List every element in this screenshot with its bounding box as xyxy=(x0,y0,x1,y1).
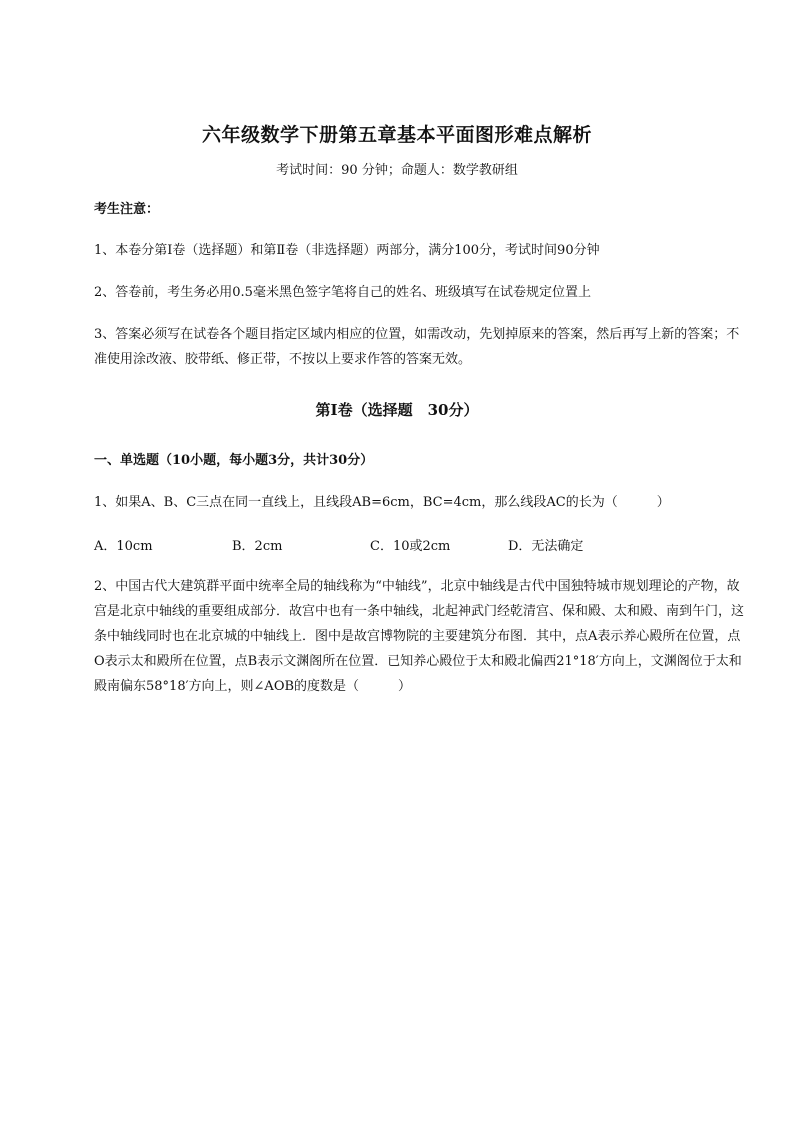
part-heading: 一、单选题（10小题，每小题3分，共计30分） xyxy=(94,453,374,468)
exam-subtitle: 考试时间：90 分钟；命题人：数学教研组 xyxy=(276,163,518,178)
question-2-stem: 2、中国古代大建筑群平面中统率全局的轴线称为“中轴线”，北京中轴线是古代中国独特城市规划理论的产物，故宫是北京中轴线的重要组成部分．故宫中也有一条中轴线，北起神武门经乾清宫、保和殿、太和殿、南到午门，这条中轴线同时也在北京城的中轴线上．图中是故宫博物院的主要建筑分布图．其中，点A表示养心殿所在位置，点O表示太和殿所在位置，点B表示文渊阁所在位置．已知养心殿位于太和殿北偏西21°18′方向上，文渊阁位于太和殿南偏东58°18′方向上，则∠AOB的度数是（ ） xyxy=(94,579,745,694)
notice-item-1: 1、本卷分第I卷（选择题）和第Ⅱ卷（非选择题）两部分，满分100分，考试时间90分钟 xyxy=(94,243,600,258)
notice-item-3: 3、答案必须写在试卷各个题目指定区域内相应的位置，如需改动，先划掉原来的答案，然后再写上新的答案；不准使用涂改液、胶带纸、修正带，不按以上要求作答的答案无效。 xyxy=(94,327,740,367)
option-c: C．10或2cm xyxy=(370,539,451,554)
notice-heading: 考生注意： xyxy=(94,202,160,217)
notice-item-2: 2、答卷前，考生务必用0.5毫米黑色签字笔将自己的姓名、班级填写在试卷规定位置上 xyxy=(94,285,591,300)
option-b: B．2cm xyxy=(232,539,283,554)
option-d: D．无法确定 xyxy=(508,539,584,554)
page-title: 六年级数学下册第五章基本平面图形难点解析 xyxy=(201,124,592,146)
section-title: 第I卷（选择题 30分） xyxy=(315,401,479,419)
question-1-stem: 1、如果A、B、C三点在同一直线上，且线段AB=6cm，BC=4cm，那么线段AC的长为（ ） xyxy=(94,495,670,510)
option-a: A．10cm xyxy=(94,539,153,554)
